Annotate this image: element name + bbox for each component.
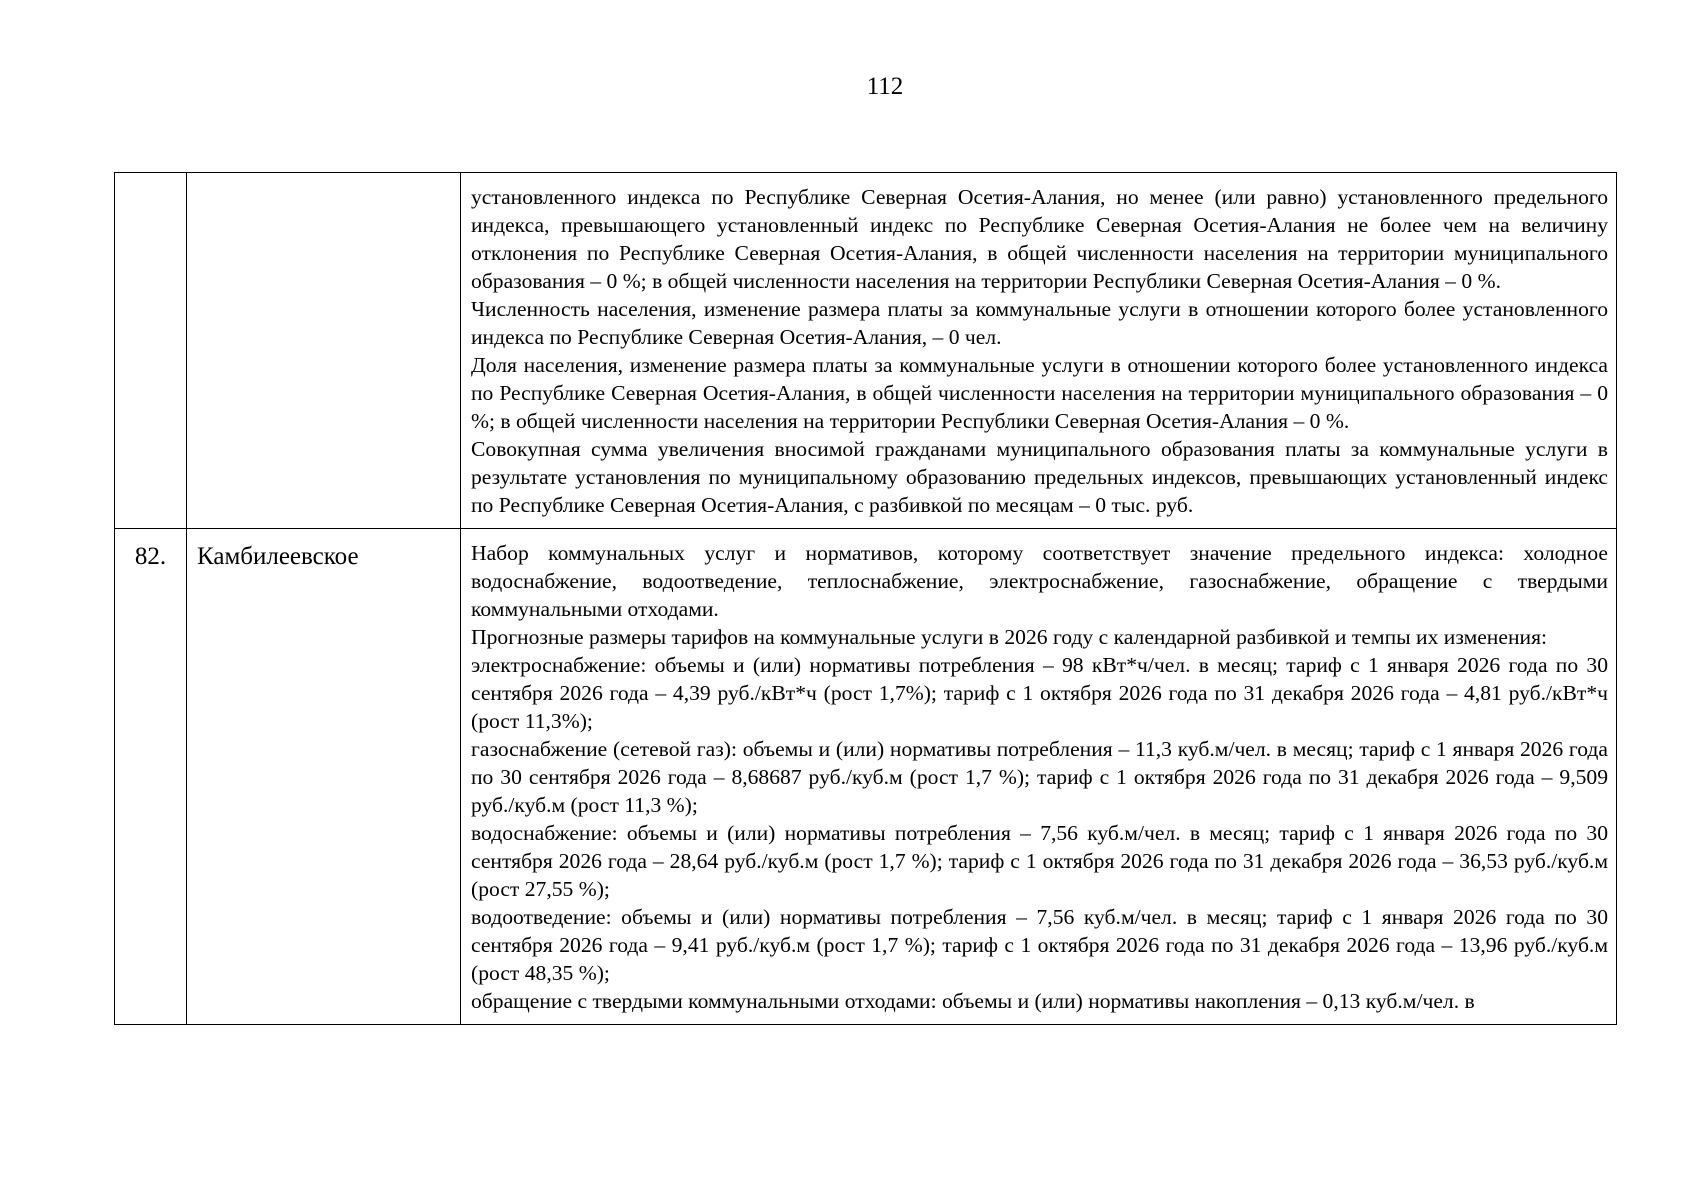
description-cell	[461, 173, 1617, 529]
table-row	[115, 173, 1617, 529]
description-paragraph: Набор коммунальных услуг и нормативов, которому соответствует значение предельного индекса: холодное водоснабжение, водоотведение, теплоснабжение, электроснабжение, газоснабжение, обращение с твердыми коммунальными отходами.	[471, 541, 1608, 621]
description-paragraph: Доля населения, изменение размера платы за коммунальные услуги в отношении которого более установленного индекса по Республике Северная Осетия-Алания, в общей численности населения на территории муниципального образования – 0 %; в общей численности населения на территории Республики Северная Осетия-Алания – 0 %.	[471, 353, 1608, 433]
description-paragraph: обращение с твердыми коммунальными отходами: объемы и (или) нормативы накопления – 0,13 куб.м/чел. в	[471, 989, 1475, 1013]
table-row	[115, 529, 1617, 1025]
description-paragraph: водоснабжение: объемы и (или) нормативы потребления – 7,56 куб.м/чел. в месяц; тариф с 1 января 2026 года по 30 сентября 2026 года – 28,64 руб./куб.м (рост 1,7 %); тариф с 1 октября 2026 года по 31 декабря 2026 года – 36,53 руб./куб.м (рост 27,55 %);	[471, 821, 1608, 901]
description-paragraph: установленного индекса по Республике Северная Осетия-Алания, но менее (или равно) установленного предельного индекса, превышающего установленный индекс по Республике Северная Осетия-Алания не более чем на величину отклонения по Республике Северная Осетия-Алания, в общей численности населения на территории муниципального образования – 0 %; в общей численности населения на территории Республики Северная Осетия-Алания – 0 %.	[471, 185, 1608, 293]
municipality-name-cell: Камбилеевское	[187, 529, 461, 1025]
description-paragraph: газоснабжение (сетевой газ): объемы и (или) нормативы потребления – 11,3 куб.м/чел. в месяц; тариф с 1 января 2026 года по 30 сентября 2026 года – 8,68687 руб./куб.м (рост 1,7 %); тариф с 1 октября 2026 года по 31 декабря 2026 года – 9,509 руб./куб.м (рост 11,3 %);	[471, 737, 1608, 817]
row-number-cell	[115, 173, 187, 529]
description-cell	[461, 529, 1617, 1025]
description-paragraph: электроснабжение: объемы и (или) нормативы потребления – 98 кВт*ч/чел. в месяц; тариф с 1 января 2026 года по 30 сентября 2026 года – 4,39 руб./кВт*ч (рост 1,7%); тариф с 1 октября 2026 года по 31 декабря 2026 года – 4,81 руб./кВт*ч (рост 11,3%);	[471, 653, 1608, 733]
description-paragraph: Совокупная сумма увеличения вносимой гражданами муниципального образования платы за коммунальные услуги в результате установления по муниципальному образованию предельных индексов, превышающих установленный индекс по Республике Северная Осетия-Алания, с разбивкой по месяцам – 0 тыс. руб.	[471, 437, 1608, 517]
description-paragraph: Численность населения, изменение размера платы за коммунальные услуги в отношении которого более установленного индекса по Республике Северная Осетия-Алания, – 0 чел.	[471, 297, 1608, 349]
description-paragraph: Прогнозные размеры тарифов на коммунальные услуги в 2026 году с календарной разбивкой и темпы их изменения:	[471, 625, 1547, 649]
row-number-cell: 82.	[115, 529, 187, 1025]
description-paragraph: водоотведение: объемы и (или) нормативы потребления – 7,56 куб.м/чел. в месяц; тариф с 1 января 2026 года по 30 сентября 2026 года – 9,41 руб./куб.м (рост 1,7 %); тариф с 1 октября 2026 года по 31 декабря 2026 года – 13,96 руб./куб.м (рост 48,35 %);	[471, 905, 1608, 985]
municipality-name-cell	[187, 173, 461, 529]
tariff-table	[114, 172, 1617, 1025]
page-number: 112	[866, 73, 904, 100]
